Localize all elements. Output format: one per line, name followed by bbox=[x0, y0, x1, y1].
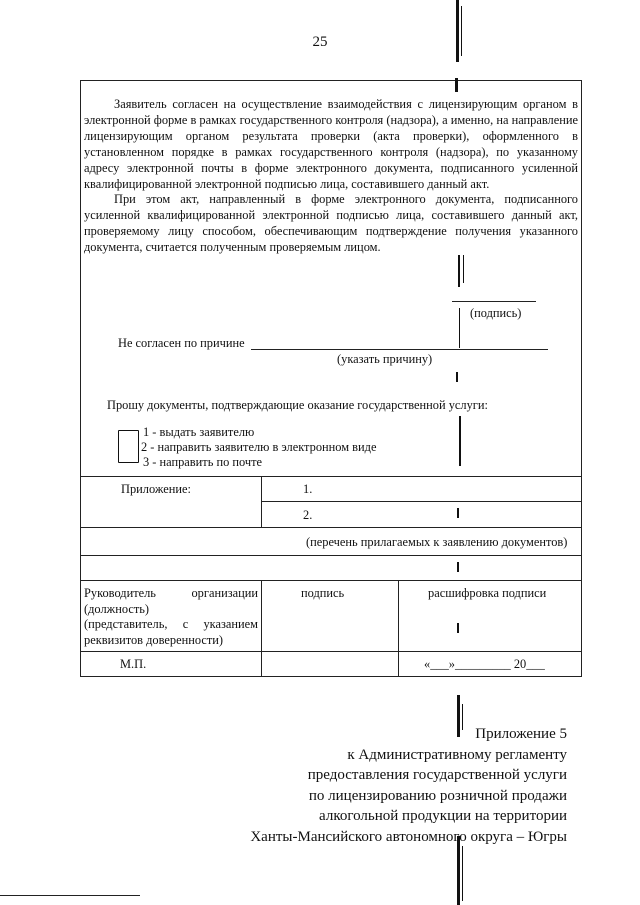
role-line-2: (должность) bbox=[84, 601, 150, 616]
scan-mark bbox=[459, 416, 461, 466]
signature-line[interactable] bbox=[452, 301, 536, 302]
scan-mark bbox=[461, 6, 462, 56]
delivery-option-checkbox[interactable] bbox=[118, 430, 139, 463]
consent-paragraph-2: При этом акт, направленный в форме электронного документа, подписанного усиленной квалифицированной электронной подписью лица, составившего данный акт, проверяемому лицу способом, обеспечивающим подтверждение получения указанного документа, считается полученным проверяемым лицом. bbox=[84, 192, 578, 255]
table-rule bbox=[80, 476, 582, 477]
role-line-1-left: Руководитель bbox=[84, 586, 156, 600]
appendix-line-1: Приложение 5 bbox=[475, 726, 567, 742]
role-line-4: реквизитов доверенности) bbox=[84, 632, 224, 647]
scan-mark bbox=[455, 78, 458, 92]
page-number: 25 bbox=[312, 34, 328, 50]
table-rule bbox=[398, 580, 399, 677]
stamp-label: М.П. bbox=[120, 657, 147, 671]
table-rule bbox=[261, 476, 262, 527]
role-line-3-mid: с bbox=[182, 617, 189, 631]
signature-caption: (подпись) bbox=[470, 306, 522, 320]
delivery-option-1: 1 - выдать заявителю bbox=[143, 425, 255, 439]
role-line-3-left: (представитель, bbox=[84, 617, 168, 631]
disagree-label: Не согласен по причине bbox=[118, 336, 245, 350]
scan-mark bbox=[463, 255, 464, 283]
appendix-line-3: предоставления государственной услуги bbox=[307, 767, 567, 783]
signatory-role bbox=[84, 586, 258, 648]
scan-mark bbox=[457, 508, 459, 518]
reason-input-line[interactable] bbox=[251, 349, 548, 350]
appendix-heading bbox=[250, 724, 567, 847]
attachment-item-2[interactable]: 2. bbox=[303, 508, 313, 522]
delivery-option-3: 3 - направить по почте bbox=[143, 455, 263, 469]
scan-mark bbox=[462, 846, 463, 901]
scan-mark bbox=[458, 255, 460, 287]
decode-header: расшифровка подписи bbox=[428, 586, 547, 600]
appendix-line-2: к Административному регламенту bbox=[347, 746, 567, 763]
role-line-3-right: указанием bbox=[203, 617, 258, 631]
signature-header: подпись bbox=[301, 586, 345, 600]
table-rule bbox=[261, 580, 262, 677]
attachments-label: Приложение: bbox=[121, 482, 191, 496]
date-field[interactable]: «___»_________ 20___ bbox=[424, 657, 545, 671]
role-line-1-right: организации bbox=[191, 586, 258, 600]
scan-mark bbox=[456, 372, 458, 382]
scan-mark bbox=[456, 0, 459, 62]
scan-mark bbox=[457, 623, 459, 633]
delivery-option-2: 2 - направить заявителю в электронном виде bbox=[141, 440, 377, 454]
consent-text bbox=[84, 97, 578, 256]
attachments-caption: (перечень прилагаемых к заявлению документов) bbox=[306, 535, 568, 549]
table-rule bbox=[80, 555, 582, 556]
documents-request: Прошу документы, подтверждающие оказание государственной услуги: bbox=[107, 398, 488, 412]
table-rule bbox=[80, 651, 582, 652]
table-rule bbox=[80, 580, 582, 581]
scan-mark bbox=[459, 308, 460, 348]
appendix-line-5: алкогольной продукции на территории bbox=[319, 808, 567, 824]
appendix-line-6: Ханты-Мансийского автономного округа – Югры bbox=[250, 828, 567, 845]
appendix-line-4: по лицензированию розничной продажи bbox=[308, 787, 567, 804]
attachment-item-1[interactable]: 1. bbox=[303, 482, 313, 496]
consent-paragraph-1: Заявитель согласен на осуществление взаимодействия с лицензирующим органом в электронной форме в рамках государственного контроля (надзора), а именно, на направление лицензирующим органом результата проверки (акта проверки), оформленного в установленном порядке в рамках государственного контроля (надзора), по указанному адресу электронной почты в форме электронного документа, подписанного усиленной квалифицированной электронной подписью лица, составившего данный акт. bbox=[84, 97, 578, 191]
table-rule bbox=[261, 501, 582, 502]
table-rule bbox=[80, 527, 582, 528]
reason-caption: (указать причину) bbox=[337, 352, 433, 366]
scan-mark bbox=[457, 562, 459, 572]
scan-edge bbox=[0, 895, 140, 896]
